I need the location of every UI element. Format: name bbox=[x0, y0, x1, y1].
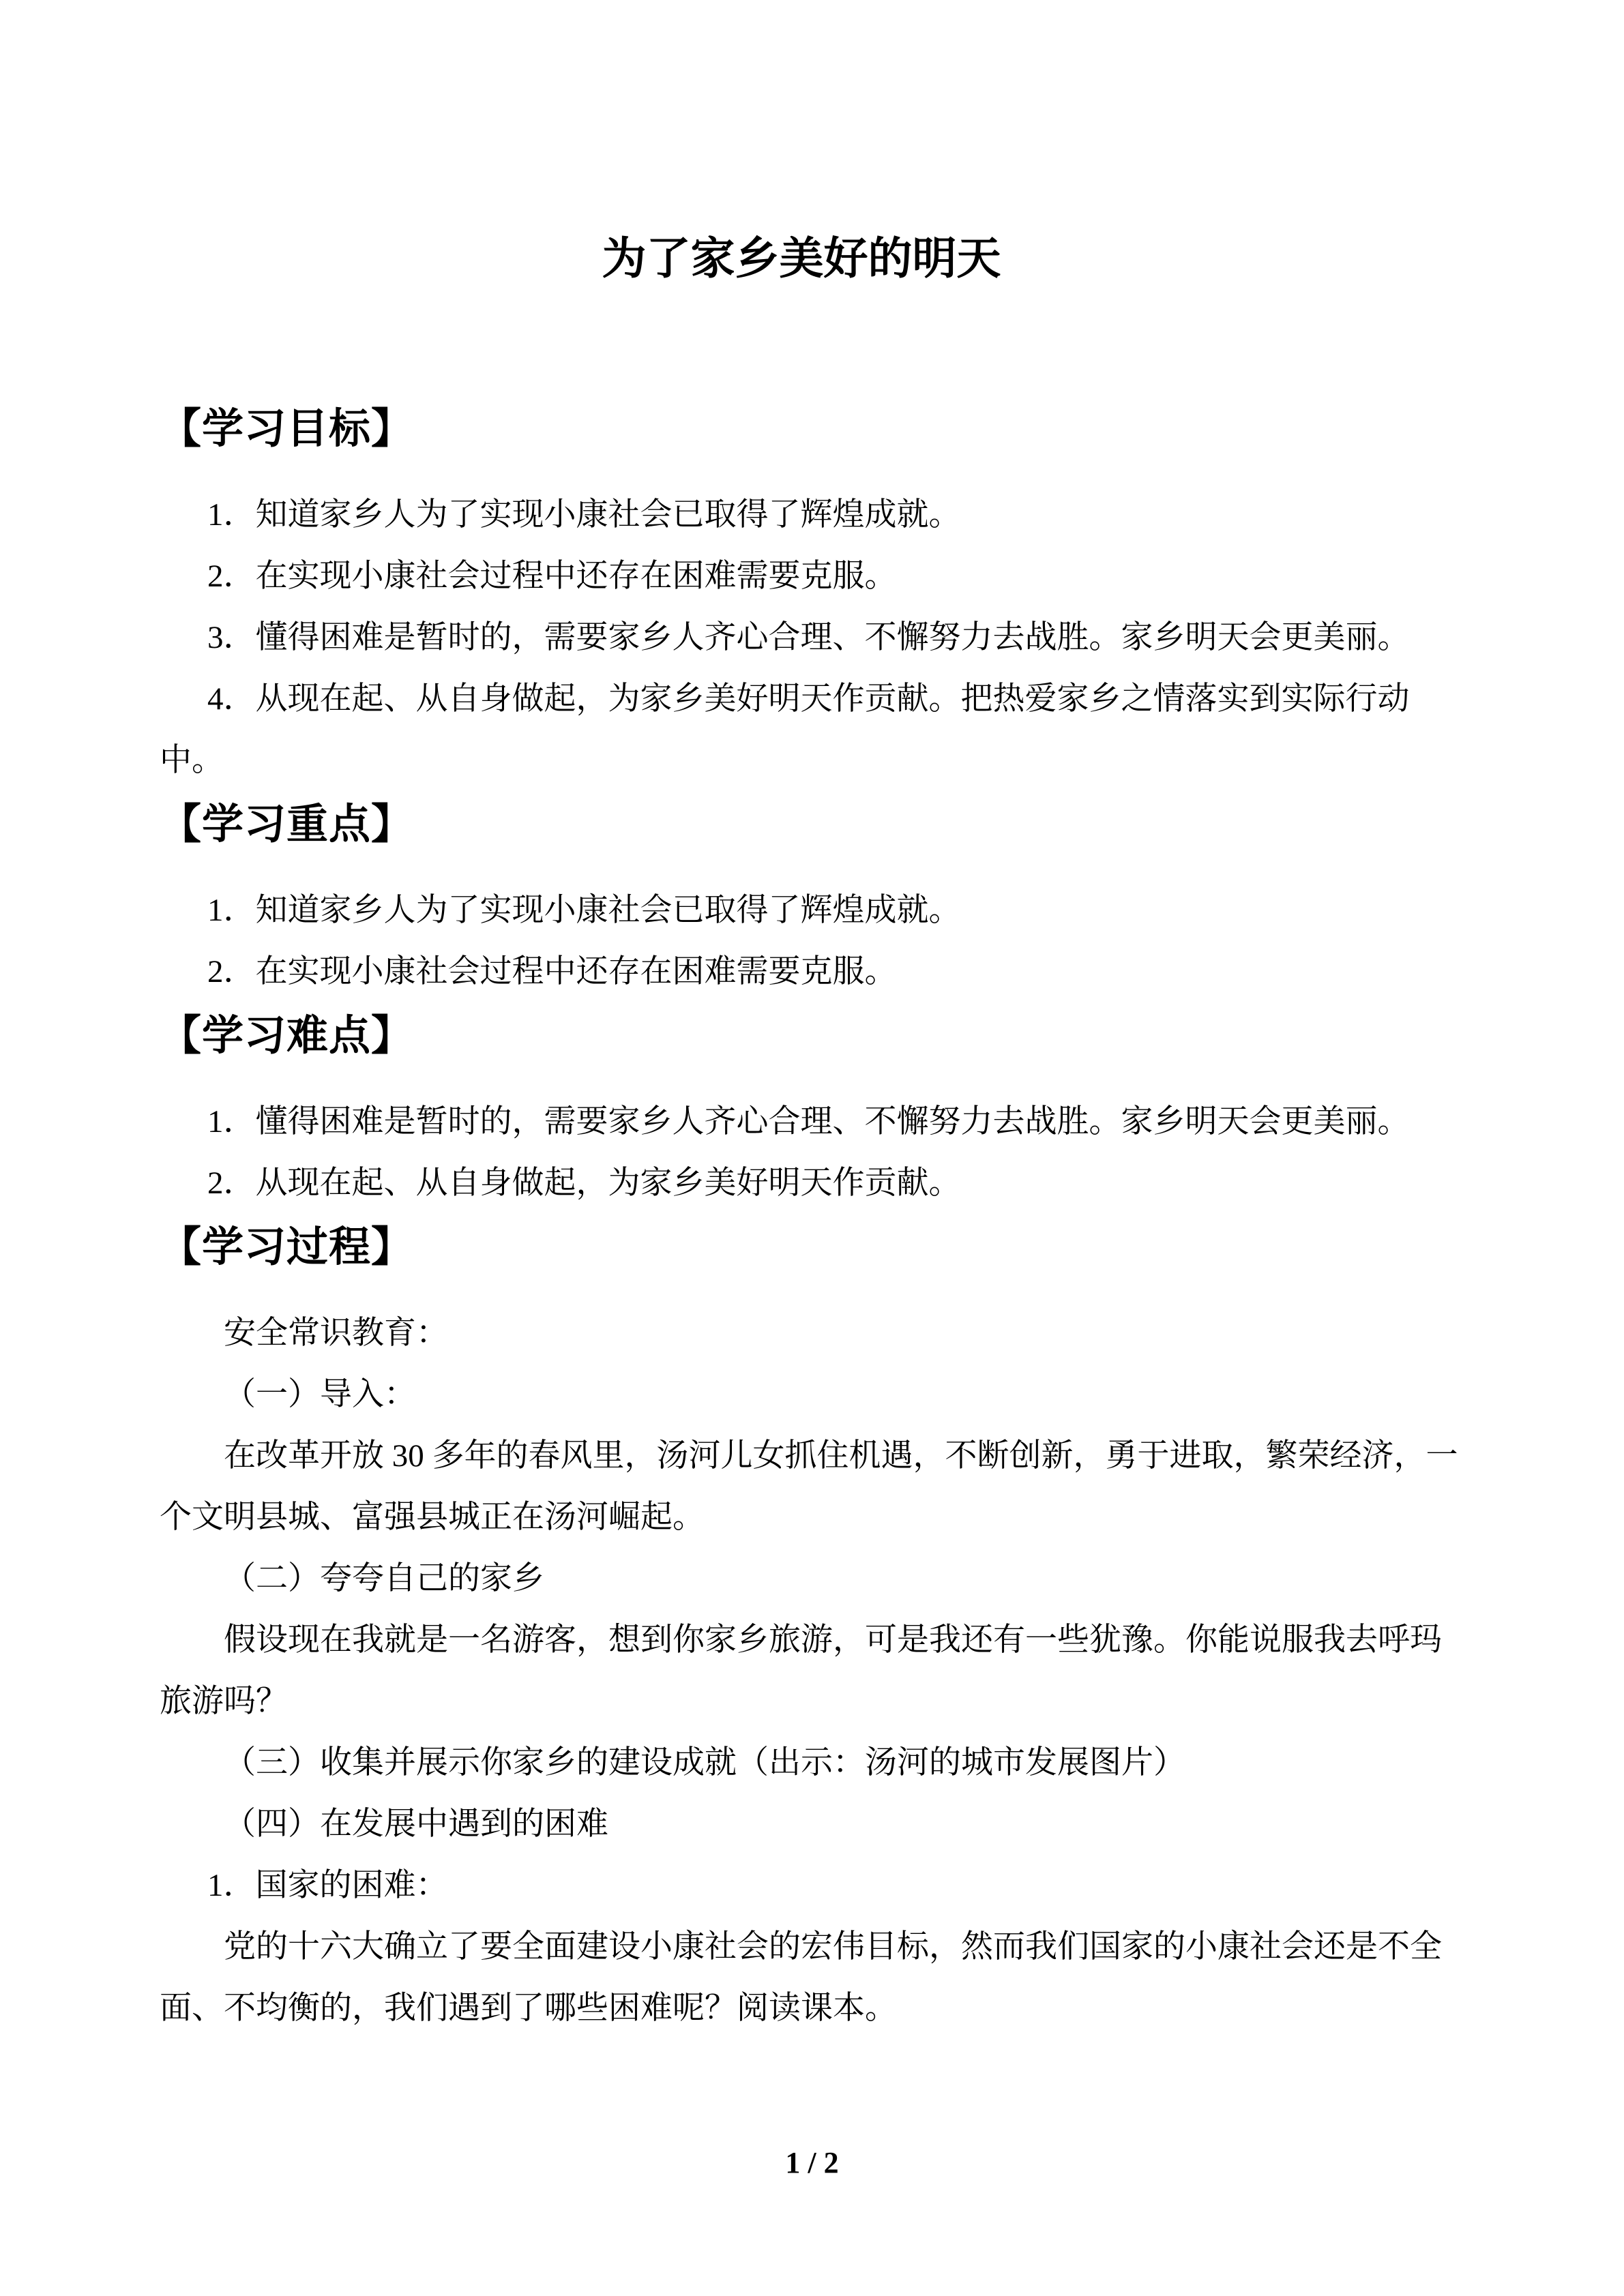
paragraph-line: 在改革开放 30 多年的春风里，汤河儿女抓住机遇，不断创新，勇于进取，繁荣经济，一 bbox=[224, 1438, 1458, 1474]
page-number: 1 / 2 bbox=[785, 2146, 839, 2179]
list-item: 2．在实现小康社会过程中还存在困难需要克服。 bbox=[207, 954, 897, 989]
section-heading: 【学习难点】 bbox=[160, 1013, 414, 1059]
section-heading: 【学习目标】 bbox=[160, 406, 414, 452]
page-footer bbox=[0, 2145, 1624, 2180]
list-item: 3．懂得困难是暂时的，需要家乡人齐心合理、不懈努力去战胜。家乡明天会更美丽。 bbox=[207, 620, 1410, 655]
list-item: 4．从现在起、从自身做起，为家乡美好明天作贡献。把热爱家乡之情落实到实际行动 bbox=[207, 681, 1410, 717]
list-item: 1．知道家乡人为了实现小康社会已取得了辉煌成就。 bbox=[207, 893, 961, 928]
paragraph-line: 面、不均衡的，我们遇到了哪些困难呢？阅读课本。 bbox=[160, 1991, 897, 2026]
list-item: 2．在实现小康社会过程中还存在困难需要克服。 bbox=[207, 558, 897, 594]
section-learning-objectives bbox=[160, 396, 1443, 791]
paragraph-line: （二）夸夸自己的家乡 bbox=[224, 1561, 544, 1596]
paragraph-line: （一）导入： bbox=[224, 1377, 416, 1412]
section-heading: 【学习过程】 bbox=[160, 1225, 414, 1270]
paragraph-line: 安全常识教育： bbox=[224, 1315, 448, 1351]
section-learning-key-points bbox=[160, 791, 1443, 1002]
list-item: 1．知道家乡人为了实现小康社会已取得了辉煌成就。 bbox=[207, 497, 961, 533]
section-learning-difficulties bbox=[160, 1002, 1443, 1214]
document-title: 为了家乡美好的明天 bbox=[602, 235, 1001, 284]
paragraph-line: 旅游吗？ bbox=[160, 1684, 288, 1719]
paragraph-line: 党的十六大确立了要全面建设小康社会的宏伟目标，然而我们国家的小康社会还是不全 bbox=[224, 1929, 1442, 1965]
paragraph-line: （三）收集并展示你家乡的建设成就（出示：汤河的城市发展图片） bbox=[224, 1745, 1185, 1780]
section-learning-process bbox=[160, 1214, 1458, 2039]
section-heading: 【学习重点】 bbox=[160, 802, 414, 848]
paragraph-line: 个文明县城、富强县城正在汤河崛起。 bbox=[160, 1500, 705, 1535]
list-item: 1．懂得困难是暂时的，需要家乡人齐心合理、不懈努力去战胜。家乡明天会更美丽。 bbox=[207, 1104, 1410, 1139]
paragraph-line: 假设现在我就是一名游客，想到你家乡旅游，可是我还有一些犹豫。你能说服我去呼玛 bbox=[224, 1622, 1442, 1658]
paragraph-line: 中。 bbox=[160, 743, 224, 778]
paragraph-line: （四）在发展中遇到的困难 bbox=[224, 1806, 608, 1842]
list-item: 2．从现在起、从自身做起，为家乡美好明天作贡献。 bbox=[207, 1165, 961, 1201]
list-item: 1．国家的困难： bbox=[207, 1868, 448, 1903]
